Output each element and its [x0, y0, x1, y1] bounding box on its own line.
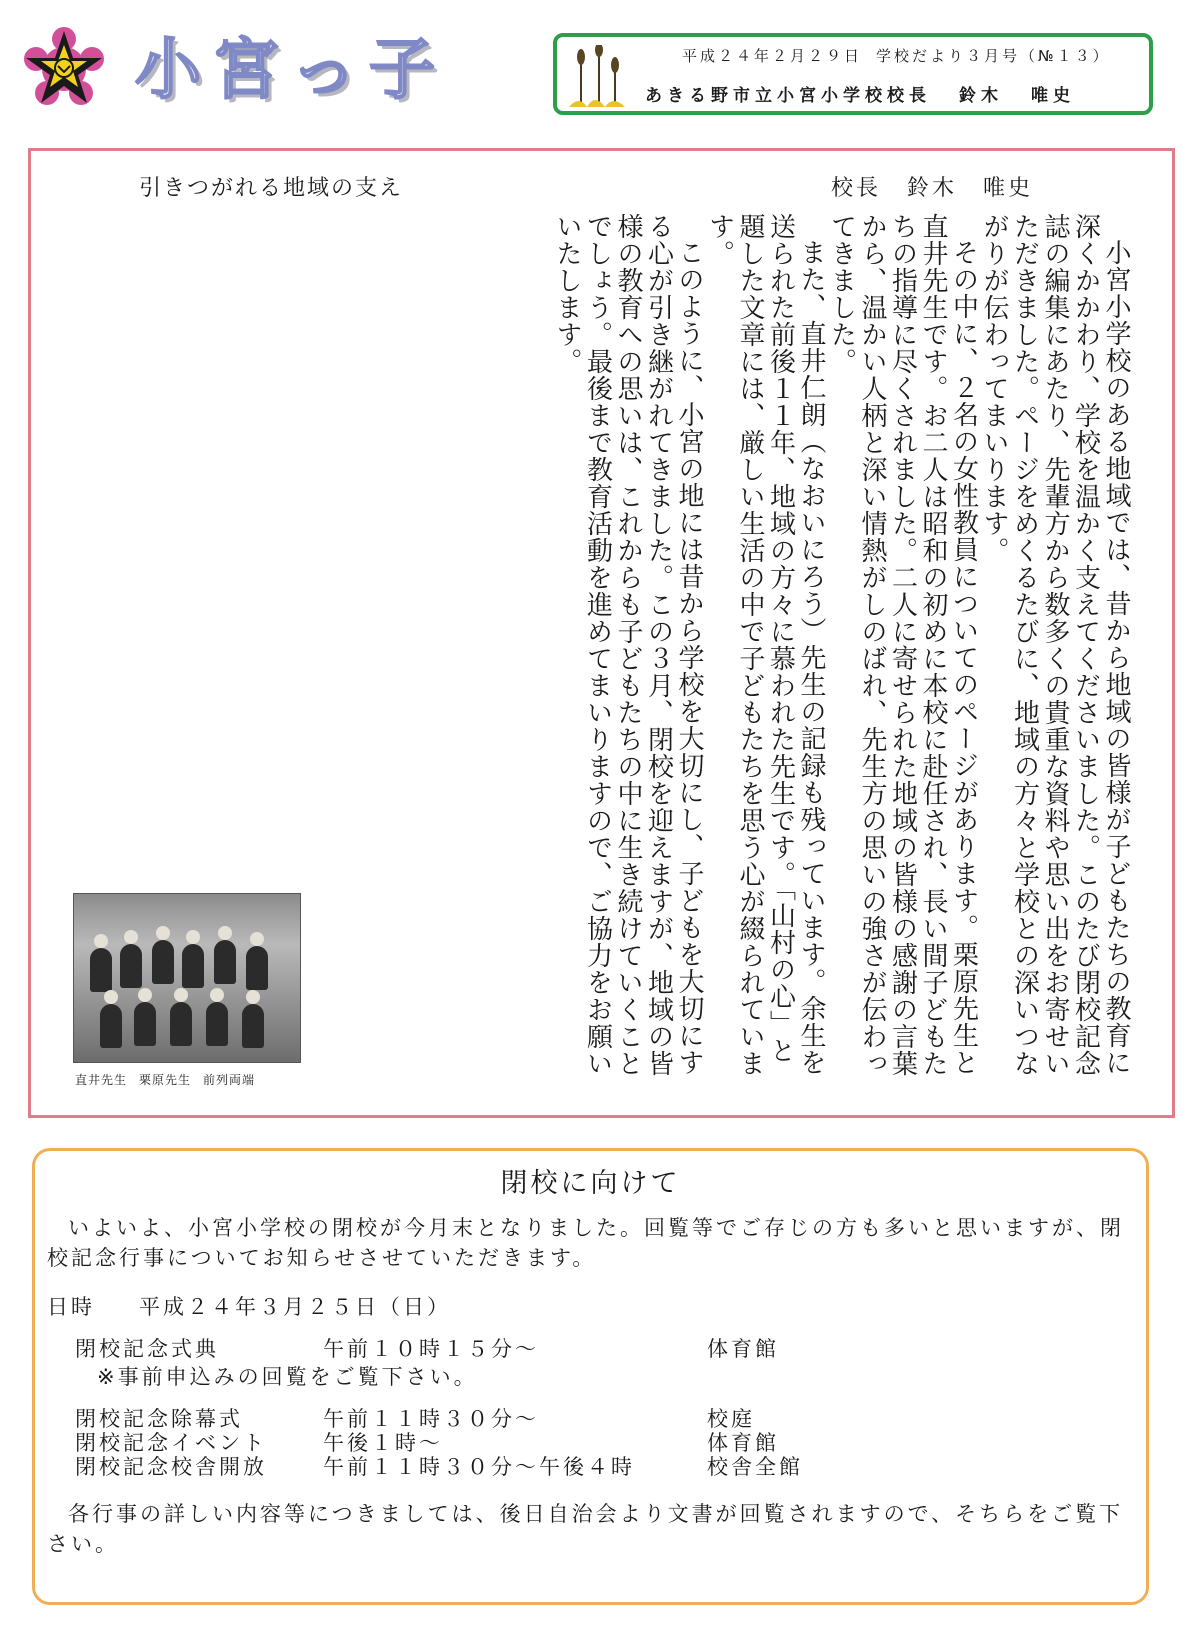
caption-part: 前列両端 — [203, 1073, 256, 1087]
caption-part: 直井先生 — [75, 1073, 128, 1087]
event-place: 校舎全館 — [707, 1455, 803, 1479]
issue-date-line — [682, 45, 1142, 66]
column-author — [831, 171, 1059, 202]
closing-intro — [47, 1213, 1137, 1273]
historic-staff-photo — [73, 893, 301, 1063]
date-value: 平成２４年３月２５日（日） — [139, 1295, 451, 1319]
author-surname: 鈴木 — [907, 176, 958, 201]
closing-remarks — [47, 1499, 1137, 1559]
author-role: 校長 — [831, 176, 882, 201]
principal-given-name: 唯史 — [1031, 86, 1075, 106]
author-given-name: 唯史 — [983, 176, 1034, 201]
event-time: 午前１１時３０分～ — [323, 1407, 539, 1431]
event-time: 午前１０時１５分～ — [323, 1337, 539, 1361]
principal-surname: 鈴木 — [959, 86, 1003, 106]
photo-caption — [75, 1071, 305, 1088]
principal-line — [645, 81, 1145, 106]
newsletter-masthead: 小宮っ子 — [135, 31, 447, 108]
column-title: 引きつがれる地域の支え — [139, 176, 404, 201]
principal-column — [28, 148, 1175, 1118]
column-paragraph: 小宮小学校のある地域では、昔から地域の皆様が子どもたちの教育に深くかかわり、学校を温かく支えてくださいました。このたび閉校記念誌の編集にあたり、先輩方から数多くの貴重な資料や思い出をお寄せいただきました。ページをめくるたびに、地域の方々と学校との深いつながりが伝わってまいります。 — [979, 213, 1131, 1077]
event-name: 閉校記念除幕式 — [75, 1407, 243, 1431]
issue-number: 学校だより３月号（№１３） — [876, 47, 1111, 65]
event-note: ※事前申込みの回覧をご覧下さい。 — [97, 1365, 478, 1389]
event-place: 体育館 — [707, 1337, 779, 1361]
event-name: 閉校記念イベント — [75, 1431, 267, 1455]
caption-part: 栗原先生 — [139, 1073, 192, 1087]
event-place: 校庭 — [707, 1407, 755, 1431]
event-name: 閉校記念校舎開放 — [75, 1455, 267, 1479]
closing-notice — [32, 1148, 1149, 1605]
issue-info-box — [553, 33, 1153, 115]
school-principal-title: あきる野市立小宮小学校校長 — [645, 86, 931, 106]
date-label: 日時 — [47, 1295, 95, 1319]
event-time: 午前１１時３０分～午後４時 — [323, 1455, 635, 1479]
event-place: 体育館 — [707, 1431, 779, 1455]
column-paragraph: また、直井仁朗（なおいにろう）先生の記録も残っています。余生を送られた前後１１年、地域の方々に慕われた先生です。「山村の心」と題した文章には、厳しい生活の中で子どもたちを思う心が綴られています。 — [704, 213, 826, 1077]
closing-intro-text: いよいよ、小宮小学校の閉校が今月末となりました。回覧等でご存じの方も多いと思いますが、閉校記念行事についてお知らせさせていただきます。 — [47, 1216, 1124, 1270]
horsetail-plant-icon — [567, 45, 627, 109]
event-date-line — [47, 1291, 451, 1321]
issue-date: 平成２４年２月２９日 — [682, 47, 863, 65]
school-emblem-icon — [20, 25, 108, 113]
event-time: 午後１時～ — [323, 1431, 443, 1455]
column-paragraph: このように、小宮の地には昔から学校を大切にし、子どもを大切にする心が引き継がれてきました。この３月、閉校を迎えますが、地域の皆様の教育への思いは、これからも子どもたちの中に生き続けていくことでしょう。最後まで教育活動を進めてまいりますので、ご協力をお願いいたします。 — [552, 213, 704, 1077]
column-paragraph: その中に、２名の女性教員についてのページがあります。栗原先生と直井先生です。お二人は昭和の初めに本校に赴任され、長い間子どもたちの指導に尽くされました。二人に寄せられた地域の皆様の感謝の言葉から、温かい人柄と深い情熱がしのばれ、先生方の思いの強さが伝わってきました。 — [826, 213, 979, 1077]
closing-remarks-text: 各行事の詳しい内容等につきましては、後日自治会より文書が回覧されますので、そちらをご覧下さい。 — [47, 1502, 1124, 1556]
event-name: 閉校記念式典 — [75, 1337, 219, 1361]
closing-title: 閉校に向けて — [500, 1168, 681, 1199]
